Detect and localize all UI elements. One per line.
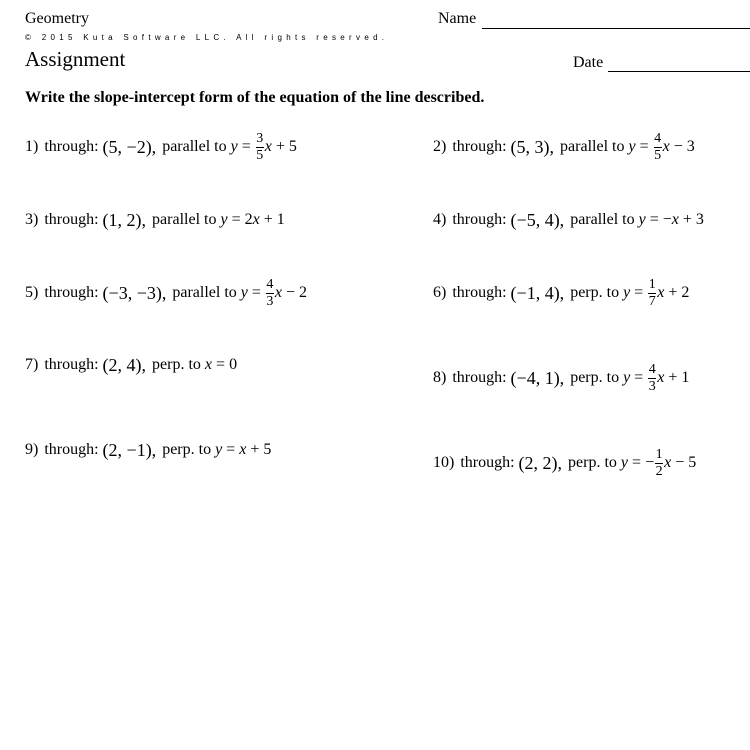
equation-rest: + 5 — [271, 138, 297, 155]
equation-variable: x — [239, 441, 247, 458]
equation-prefix: − — [662, 211, 672, 228]
point: (2, 2), — [518, 452, 563, 473]
problem-number: 1) — [25, 138, 39, 155]
through-label: through: — [44, 284, 99, 301]
fraction-denominator: 3 — [648, 378, 656, 394]
fraction-numerator: 4 — [654, 130, 662, 146]
point: (5, −2), — [102, 136, 157, 157]
equals-sign: = — [645, 211, 663, 228]
fraction-numerator: 1 — [655, 446, 663, 462]
problem-number: 6) — [433, 284, 447, 301]
problem-10 — [433, 446, 697, 479]
equation-prefix: 2 — [244, 211, 253, 228]
equation-rest: + 1 — [259, 211, 285, 228]
equation-lhs: y — [240, 284, 248, 301]
problem-2 — [433, 130, 695, 163]
problem-number: 7) — [25, 356, 39, 373]
fraction-denominator: 5 — [654, 147, 662, 163]
problem-3 — [25, 208, 285, 232]
slope-fraction — [648, 278, 656, 309]
through-label: through: — [452, 369, 507, 386]
slope-fraction — [648, 363, 656, 394]
course-name: Geometry — [25, 10, 89, 27]
relation: parallel to — [172, 284, 237, 301]
problem-number: 10) — [433, 454, 455, 471]
page-title: Assignment — [25, 47, 126, 71]
fraction-denominator: 2 — [655, 463, 663, 479]
equation-lhs: y — [623, 284, 631, 301]
slope-fraction — [256, 132, 264, 163]
relation: perp. to — [570, 284, 620, 301]
problem-7 — [25, 353, 237, 377]
through-label: through: — [44, 138, 99, 155]
equation-rest: + 1 — [664, 369, 690, 386]
equation-lhs: y — [628, 138, 636, 155]
point: (2, 4), — [102, 354, 147, 375]
problem-4 — [433, 208, 704, 232]
relation: parallel to — [570, 211, 635, 228]
point: (1, 2), — [102, 209, 147, 230]
slope-fraction — [655, 448, 663, 479]
equals-sign: = — [212, 356, 230, 373]
equals-sign: = — [630, 284, 648, 301]
equation-rest: + 3 — [678, 211, 704, 228]
problem-5 — [25, 276, 308, 309]
problem-number: 3) — [25, 211, 39, 228]
relation: perp. to — [570, 369, 620, 386]
problem-9 — [25, 438, 271, 462]
equation-lhs: y — [638, 211, 646, 228]
through-label: through: — [44, 356, 99, 373]
problem-number: 8) — [433, 369, 447, 386]
fraction-numerator: 4 — [266, 276, 274, 292]
point: (2, −1), — [102, 439, 157, 460]
through-label: through: — [44, 441, 99, 458]
through-label: through: — [452, 138, 507, 155]
point: (−5, 4), — [510, 209, 565, 230]
instructions: Write the slope-intercept form of the equation of the line described. — [25, 89, 485, 106]
equation-lhs: y — [220, 211, 228, 228]
equation-variable: x — [664, 454, 672, 471]
equals-sign: = — [227, 211, 245, 228]
equals-sign: = — [628, 454, 646, 471]
relation: perp. to — [568, 454, 617, 471]
equals-sign: = — [635, 138, 653, 155]
equation-variable: x — [662, 138, 670, 155]
relation: parallel to — [560, 138, 625, 155]
equation-prefix: − — [645, 454, 655, 471]
date-label: Date — [573, 54, 604, 71]
equation-lhs: y — [623, 369, 631, 386]
name-label: Name — [438, 10, 477, 27]
relation: perp. to — [152, 356, 201, 373]
through-label: through: — [44, 211, 99, 228]
copyright: © 2015 Kuta Software LLC. All rights reserved. — [25, 33, 389, 42]
point: (−1, 4), — [510, 282, 565, 303]
slope-fraction — [654, 132, 662, 163]
equation-lhs: y — [230, 138, 238, 155]
equals-sign: = — [222, 441, 240, 458]
equation-prefix: 0 — [229, 356, 238, 373]
equals-sign: = — [630, 369, 648, 386]
relation: parallel to — [162, 138, 227, 155]
equation-variable: x — [252, 211, 260, 228]
point: (−4, 1), — [510, 367, 565, 388]
through-label: through: — [452, 284, 507, 301]
point: (5, 3), — [510, 136, 555, 157]
equals-sign: = — [237, 138, 255, 155]
equation-rest: − 5 — [671, 454, 697, 471]
through-label: through: — [452, 211, 507, 228]
slope-fraction — [266, 278, 274, 309]
through-label: through: — [460, 454, 515, 471]
relation: parallel to — [152, 211, 217, 228]
equation-rest: − 2 — [282, 284, 308, 301]
problem-number: 5) — [25, 284, 39, 301]
fraction-numerator: 4 — [648, 361, 656, 377]
fraction-numerator: 3 — [256, 130, 264, 146]
date-field[interactable] — [608, 71, 750, 72]
equals-sign: = — [247, 284, 265, 301]
equation-lhs: y — [620, 454, 629, 471]
fraction-denominator: 7 — [648, 293, 656, 309]
fraction-denominator: 3 — [266, 293, 274, 309]
equation-variable: x — [657, 284, 665, 301]
problem-number: 2) — [433, 138, 447, 155]
problem-6 — [433, 276, 690, 309]
equation-variable: x — [671, 211, 679, 228]
equation-lhs: y — [215, 441, 223, 458]
equation-rest: + 5 — [246, 441, 272, 458]
equation-rest: − 3 — [669, 138, 695, 155]
equation-variable: x — [264, 138, 272, 155]
relation: perp. to — [162, 441, 212, 458]
problem-8 — [433, 361, 690, 394]
equation-rest: + 2 — [664, 284, 690, 301]
fraction-numerator: 1 — [648, 276, 656, 292]
equation-variable: x — [657, 369, 665, 386]
problem-1 — [25, 130, 297, 163]
problem-number: 9) — [25, 441, 39, 458]
fraction-denominator: 5 — [256, 147, 264, 163]
problem-number: 4) — [433, 211, 447, 228]
name-field[interactable] — [482, 28, 750, 29]
equation-variable: x — [274, 284, 283, 301]
point: (−3, −3), — [102, 282, 167, 303]
equation-lhs: x — [204, 356, 213, 373]
